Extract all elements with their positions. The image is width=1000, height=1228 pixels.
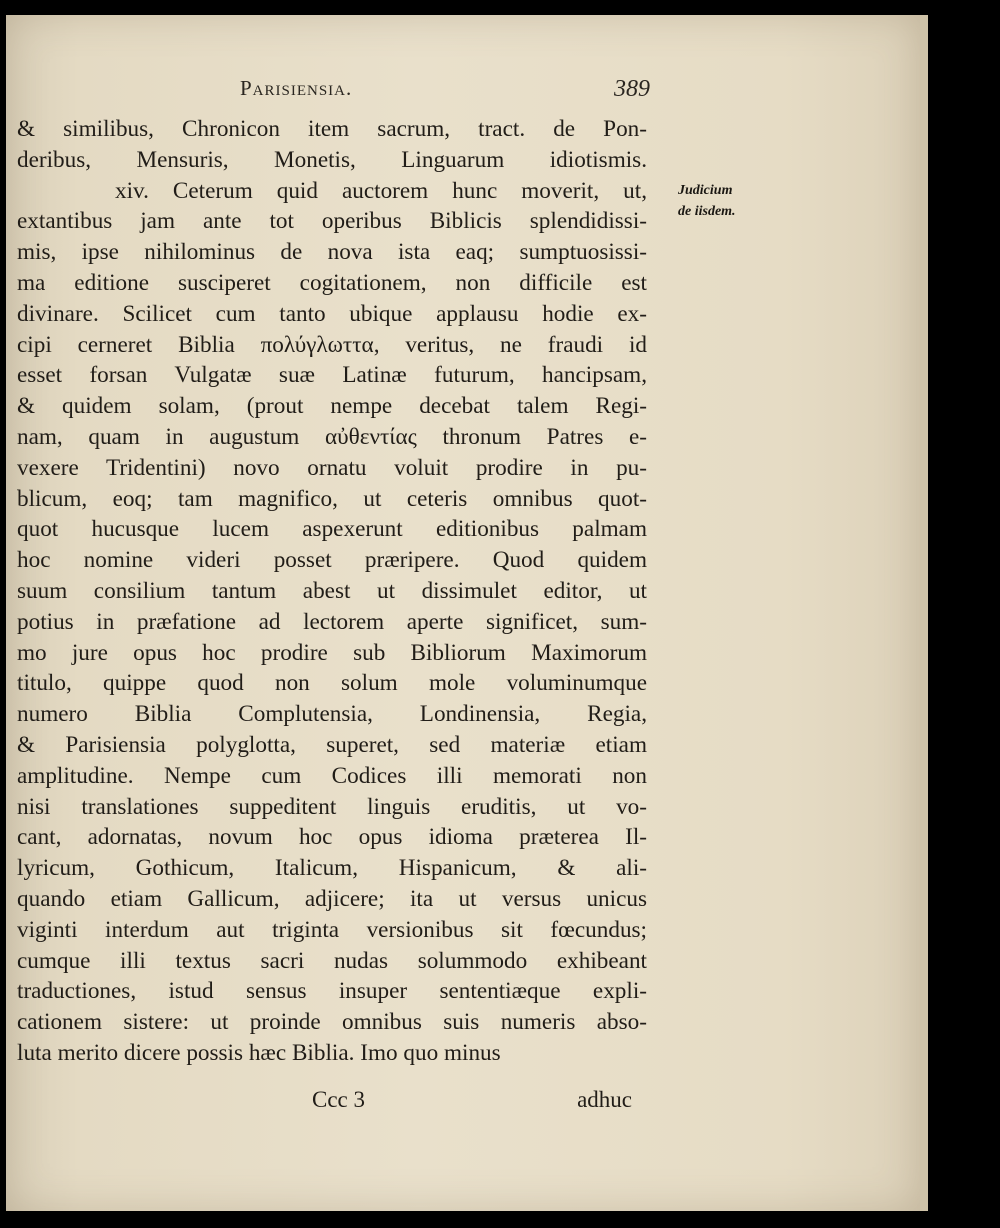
text-line: xiv. Ceterum quid auctorem hunc moverit, ut, bbox=[115, 177, 647, 204]
text-line: hoc nomine videri posset præripere. Quod quidem bbox=[17, 547, 647, 574]
text-line: cant, adornatas, novum hoc opus idioma præterea Il- bbox=[17, 824, 647, 851]
page-number: 389 bbox=[614, 76, 650, 102]
margin-note-line: de iisdem. bbox=[678, 204, 736, 219]
body-text bbox=[17, 114, 647, 1069]
text-line: cationem sistere: ut proinde omnibus suis numeris abso- bbox=[17, 1009, 647, 1036]
margin-note-line: Judicium bbox=[678, 183, 733, 198]
text-line: viginti interdum aut triginta versionibus sit fœcundus; bbox=[17, 916, 647, 943]
text-line: deribus, Mensuris, Monetis, Linguarum idiotismis. bbox=[17, 146, 647, 173]
text-line: cumque illi textus sacri nudas solummodo exhibeant bbox=[17, 947, 647, 974]
text-line: traductiones, istud sensus insuper sententiæque expli- bbox=[17, 978, 647, 1005]
text-line: suum consilium tantum abest ut dissimulet editor, ut bbox=[17, 577, 647, 604]
text-line: mis, ipse nihilominus de nova ista eaq; sumptuosissi- bbox=[17, 239, 647, 266]
page-footer bbox=[312, 1087, 632, 1119]
text-line: luta merito dicere possis hæc Biblia. Imo quo minus bbox=[17, 1039, 501, 1066]
text-line: vexere Tridentini) novo ornatu voluit prodire in pu- bbox=[17, 454, 647, 481]
text-line: numero Biblia Complutensia, Londinensia, Regia, bbox=[17, 701, 647, 728]
text-line: blicum, eoq; tam magnifico, ut ceteris omnibus quot- bbox=[17, 485, 647, 512]
text-line: quot hucusque lucem aspexerunt editionibus palmam bbox=[17, 516, 647, 543]
text-line: mo jure opus hoc prodire sub Bibliorum Maximorum bbox=[17, 639, 647, 666]
text-line: nam, quam in augustum αὐθεντίας thronum Patres e- bbox=[17, 423, 647, 450]
catchword: adhuc bbox=[577, 1087, 632, 1112]
text-line: cipi cerneret Biblia πολύγλωττα, veritus, ne fraudi id bbox=[17, 331, 647, 358]
running-head: Parisiensia. bbox=[240, 76, 353, 100]
text-line: & Parisiensia polyglotta, superet, sed materiæ etiam bbox=[17, 731, 647, 758]
page-header bbox=[240, 76, 650, 110]
text-line: & similibus, Chronicon item sacrum, tract. de Pon- bbox=[17, 116, 647, 142]
margin-note bbox=[678, 180, 788, 222]
text-line: quando etiam Gallicum, adjicere; ita ut versus unicus bbox=[17, 885, 647, 912]
text-line: & quidem solam, (prout nempe decebat talem Regi- bbox=[17, 393, 647, 420]
text-line: amplitudine. Nempe cum Codices illi memorati non bbox=[17, 762, 647, 789]
text-line: potius in præfatione ad lectorem aperte significet, sum- bbox=[17, 608, 647, 635]
text-line: lyricum, Gothicum, Italicum, Hispanicum, & ali- bbox=[17, 855, 647, 882]
text-line: divinare. Scilicet cum tanto ubique applausu hodie ex- bbox=[17, 300, 647, 327]
text-line: ma editione susciperet cogitationem, non difficile est bbox=[17, 269, 647, 296]
text-line: titulo, quippe quod non solum mole voluminumque bbox=[17, 670, 647, 697]
signature-mark: Ccc 3 bbox=[312, 1087, 366, 1112]
text-line: esset forsan Vulgatæ suæ Latinæ futurum, hancipsam, bbox=[17, 362, 647, 389]
text-line: nisi translationes suppeditent linguis eruditis, ut vo- bbox=[17, 793, 647, 820]
text-line: extantibus jam ante tot operibus Biblicis splendidissi- bbox=[17, 208, 647, 235]
page-edge bbox=[920, 15, 928, 1211]
